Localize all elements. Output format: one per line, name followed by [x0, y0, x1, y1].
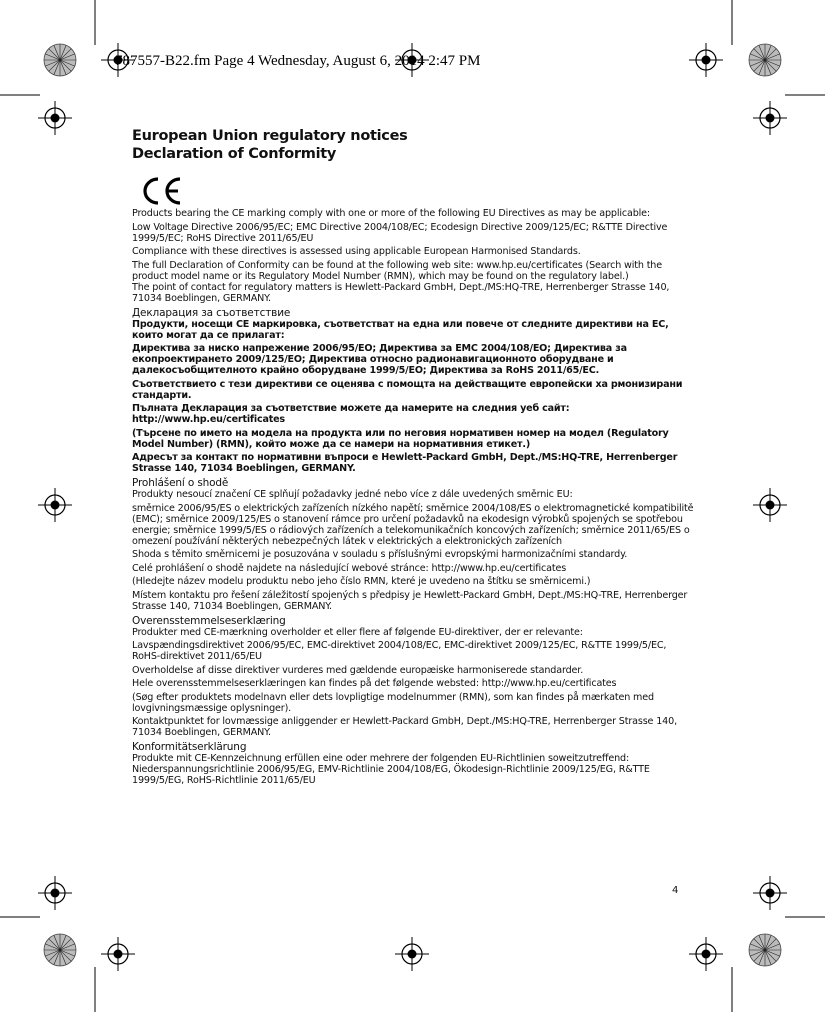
en-para-2: Low Voltage Directive 2006/95/EC; EMC Directive 2004/108/EC; Ecodesign Directive 2009/125/EC; R&TTE Directive 1999/5/EC; RoHS Directive 2011/65/EU: [132, 221, 668, 244]
cs-heading: Prohlášení o shodě: [132, 477, 229, 489]
de-para-1: Produkte mit CE-Kennzeichnung erfüllen eine oder mehrere der folgenden EU-Richtlinien soweitzutreffend:: [132, 753, 630, 764]
registration-star-top-left: [44, 44, 76, 76]
en-para-3: Compliance with these directives is assessed using applicable European Harmonised Standards.: [132, 246, 581, 257]
bg-para-2: Директива за ниско напрежение 2006/95/ЕО; Директива за EMC 2004/108/ЕО; Директива за екопроектирането 2009/125/ЕО; Директива относно радионавигационното оборудване и далекосъобщителното крайно оборудване 1999/5/ЕО; Директива за RoHS 2011/65/ЕС.: [132, 343, 627, 376]
bg-para-1: Продукти, носещи CE маркировка, съответстват на една или повече от следните директиви на ЕС, които могат да се прилагат:: [132, 318, 669, 341]
cs-para-1: Produkty nesoucí značení CE splňují požadavky jedné nebo více z dále uvedených směrnic EU:: [132, 489, 573, 500]
de-heading: Konformitätserklärung: [132, 741, 247, 753]
registration-star-bottom-left: [44, 934, 76, 966]
page-title: European Union regulatory notices: [132, 128, 408, 144]
ce-mark-icon: [138, 174, 694, 208]
registration-star-top-right: [749, 44, 781, 76]
frame-slug: 787557-B22.fm Page 4 Wednesday, August 6, 2014 2:47 PM: [115, 53, 481, 69]
page-subtitle: Declaration of Conformity: [132, 146, 337, 162]
de-para-2: Niederspannungsrichtlinie 2006/95/EG, EMV-Richtlinie 2004/108/EG, Ökodesign-Richtlinie 2009/125/EG, R&TTE 1999/5/EG, RoHS-Richtlinie 2011/65/EU: [132, 764, 650, 786]
da-para-3: Overholdelse af disse direktiver vurderes med gældende europæiske harmoniserede standarder.: [132, 664, 584, 676]
cs-para-6: Místem kontaktu pro řešení záležitostí spojených s předpisy je Hewlett-Packard GmbH, Dept./MS:HQ-TRE, Herrenberger Strasse 140, 71034 Boeblingen, GERMANY.: [132, 589, 688, 612]
da-heading: Overensstemmelseserklæring: [132, 614, 286, 627]
bg-para-4: Пълната Декларация за съответствие можете да намерите на следния уеб сайт: http://www.hp.eu/certificates: [132, 403, 570, 425]
cs-para-4: Celé prohlášení o shodě najdete na následující webové stránce: http://www.hp.eu/certificates: [132, 562, 567, 574]
da-para-2: Lavspændingsdirektivet 2006/95/EC, EMC-direktivet 2004/108/EC, EMC-direktivet 2009/125/EC, R&TTE 1999/5/EC, RoHS-direktivet 2011/65/EU: [132, 640, 667, 662]
da-para-5: (Søg efter produktets modelnavn eller dets lovpligtige modelnummer (RMN), som kan findes på mærkaten med lovgivningsmæssige oplysninger).: [132, 691, 654, 714]
page-number: 4: [672, 885, 679, 896]
cs-para-5: (Hledejte název modelu produktu nebo jeho číslo RMN, které je uvedeno na štítku se směrnicemi.): [132, 576, 591, 587]
en-para-4: The full Declaration of Conformity can be found at the following web site: www.hp.eu/certificates (Search with the product model name or its Regulatory Model Number (RMN), which may be found on the regulatory label.): [132, 259, 662, 282]
ce-mark-graphic: [138, 174, 184, 208]
registration-star-bottom-right: [749, 934, 781, 966]
main-content: [132, 127, 694, 786]
da-para-1: Produkter med CE-mærkning overholder et eller flere af følgende EU-direktiver, der er relevante:: [132, 626, 583, 638]
cs-para-2: směrnice 2006/95/ES o elektrických zařízeních nízkého napětí; směrnice 2004/108/ES o elektromagnetické kompatibilitě (EMC); směrnice 2009/125/ES o stanovení rámce pro určení požadavků na ekodesign výrobků spojených se spotřebou energie; směrnice 1999/5/ES o rádiových zařízeních a telekomunikačních koncových zařízeních; směrnice 2011/65/ES o omezení používání některých nebezpečných látek v elektrických a elektronických zařízeních: [132, 502, 694, 547]
da-para-4: Hele overensstemmelseserklæringen kan findes på det følgende websted: http://www.hp.eu/certificates: [132, 678, 617, 689]
cs-para-3: Shoda s těmito směrnicemi je posuzována v souladu s příslušnými evropskými harmonizačními standardy.: [132, 549, 628, 560]
bg-para-5: (Търсене по името на модела на продукта или по неговия нормативен номер на модел (Regulatory Model Number) (RMN), който може да се намери на нормативния етикет.): [132, 427, 669, 450]
en-para-5: The point of contact for regulatory matters is Hewlett-Packard GmbH, Dept./MS:HQ-TRE, Herrenberger Strasse 140, 71034 Boeblingen, GERMANY.: [132, 281, 670, 304]
da-para-6: Kontaktpunktet for lovmæssige anliggender er Hewlett-Packard GmbH, Dept./MS:HQ-TRE, Herrenberger Strasse 140, 71034 Boeblingen, GERMANY.: [132, 716, 677, 738]
bg-heading: Декларация за съответствие: [132, 306, 291, 319]
bg-para-6: Адресът за контакт по нормативни въпроси е Hewlett-Packard GmbH, Dept./MS:HQ-TRE, Herrenberger Strasse 140, 71034 Boeblingen, GERMANY.: [132, 452, 678, 474]
bg-para-3: Съответствието с тези директиви се оценява с помощта на действащите европейски ха рмонизирани стандарти.: [132, 378, 683, 401]
en-para-1: Products bearing the CE marking comply with one or more of the following EU Directives as may be applicable:: [132, 208, 651, 219]
